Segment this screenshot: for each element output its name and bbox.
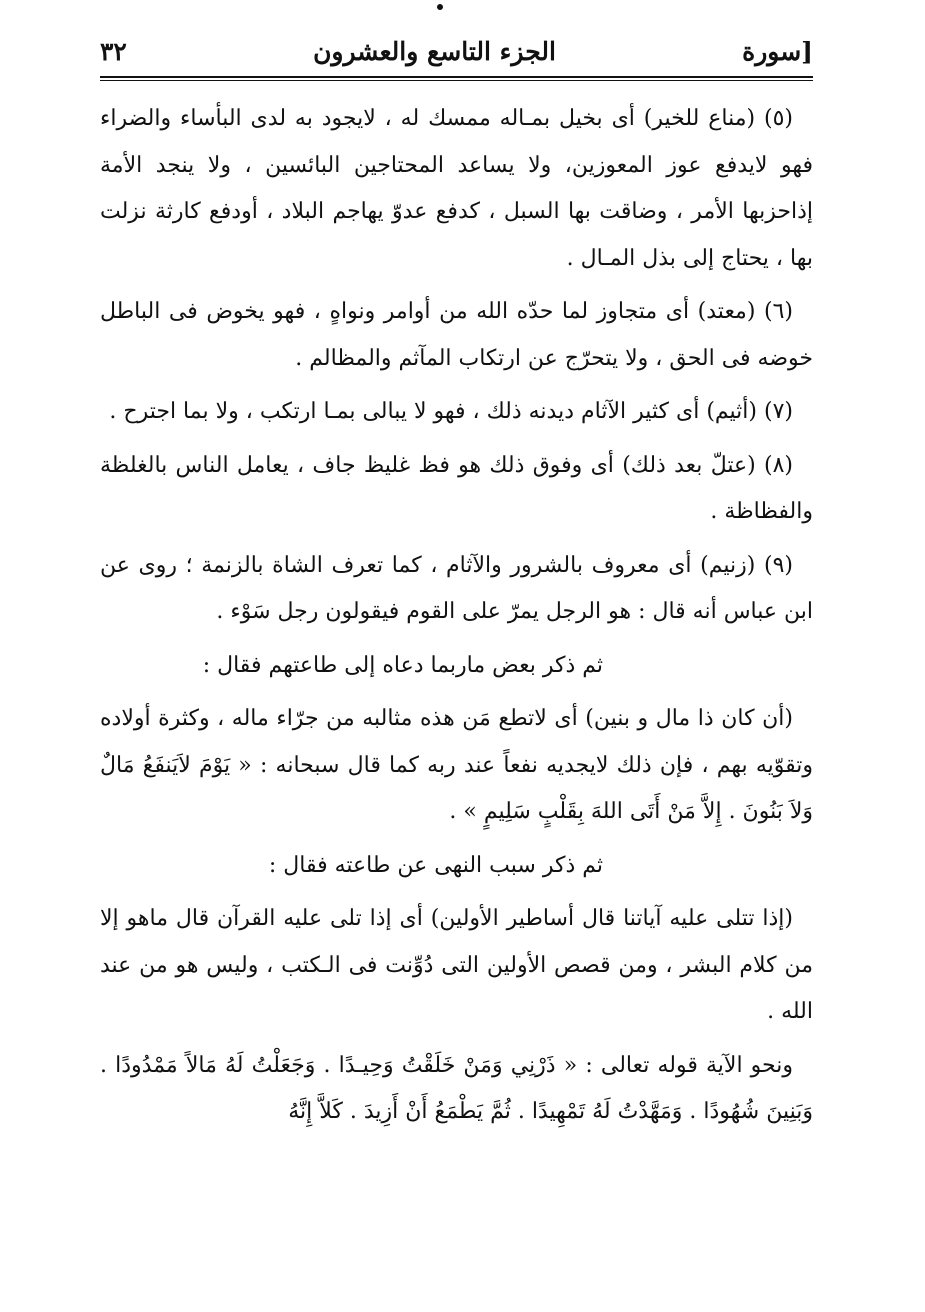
paragraph-9: (٩) (زنيم) أى معروف بالشرور والآثام ، كما تعرف الشاة بالزنمة ؛ روى عن ابن عباس أنه قال : هو الرجل يمرّ على القوم فيقولون رجل سَوْء . (100, 552, 813, 624)
header-rule (100, 76, 813, 78)
paragraph-5: (٥) (مناع للخير) أى بخيل بمـاله ممسك له ، لايجود به لدى البأساء والضراء فهو لايدفع عوز المعوزين، ولا يساعد المحتاجين البائسين ، ولا ينجد الأمة إذاحزبها الأمر ، وضاقت بها السبل ، كدفع عدوّ يهاجم البلاد ، أودفع كارثة نزلت بها ، يحتاج إلى بذل المـال . (100, 106, 813, 271)
page-body (100, 96, 813, 1143)
paragraph-wealth: (أن كان ذا مال و بنين) أى لاتطع مَن هذه مثالبه من جرّاء ماله ، وكثرة أولاده وتقوّيه بهم ، فإن ذلك لايجديه نفعاً عند ربه كما قال سبحانه : « يَوْمَ لاَيَنفَعُ مَالٌ وَلاَ بَنُونَ . إِلاَّ مَنْ أَتَى اللهَ بِقَلْبٍ سَلِيمٍ » . (100, 706, 813, 824)
header-title: الجزء التاسع والعشرون (313, 36, 556, 66)
header-rule-thin (100, 80, 813, 81)
top-dot (437, 4, 443, 10)
paragraph-8: (٨) (عتلّ بعد ذلك) أى وفوق ذلك هو فظ غليظ جاف ، يعامل الناس بالغلظة والفظاظة . (100, 452, 813, 524)
transition-line-2: ثم ذكر سبب النهى عن طاعته فقال : (268, 852, 603, 878)
paragraph-recitation: (إذا تتلى عليه آياتنا قال أساطير الأولين) أى إذا تلى عليه القرآن قال ماهو إلا من كلام البشر ، ومن قصص الأولين التى دُوِّنت فى الـكتب ، وليس هو من عند الله . (100, 906, 813, 1024)
page-number: ٣٢ (100, 36, 127, 66)
paragraph-quran-quote: ونحو الآية قوله تعالى : « ذَرْنِي وَمَنْ خَلَقْتُ وَحِيـدًا . وَجَعَلْتُ لَهُ مَالاً مَمْدُودًا . وَبَنِينَ شُهُودًا . وَمَهَّدْتُ لَهُ تَمْهِيدًا . ثُمَّ يَطْمَعُ أَنْ أَزِيدَ . كَلاَّ إِنَّهُ (100, 1052, 813, 1124)
header-section: [سورة (742, 36, 813, 66)
paragraph-7: (٧) (أثيم) أى كثير الآثام ديدنه ذلك ، فهو لا يبالى بمـا ارتكب ، ولا بما اجترح . (109, 399, 793, 424)
paragraph-6: (٦) (معتد) أى متجاوز لما حدّه الله من أوامر ونواهٍ ، فهو يخوض فى الباطل خوضه فى الحق ، ولا يتحرّج عن ارتكاب المآثم والمظالم . (100, 299, 813, 371)
running-header (100, 28, 813, 74)
transition-line-1: ثم ذكر بعض ماربما دعاه إلى طاعتهم فقال : (202, 652, 603, 678)
